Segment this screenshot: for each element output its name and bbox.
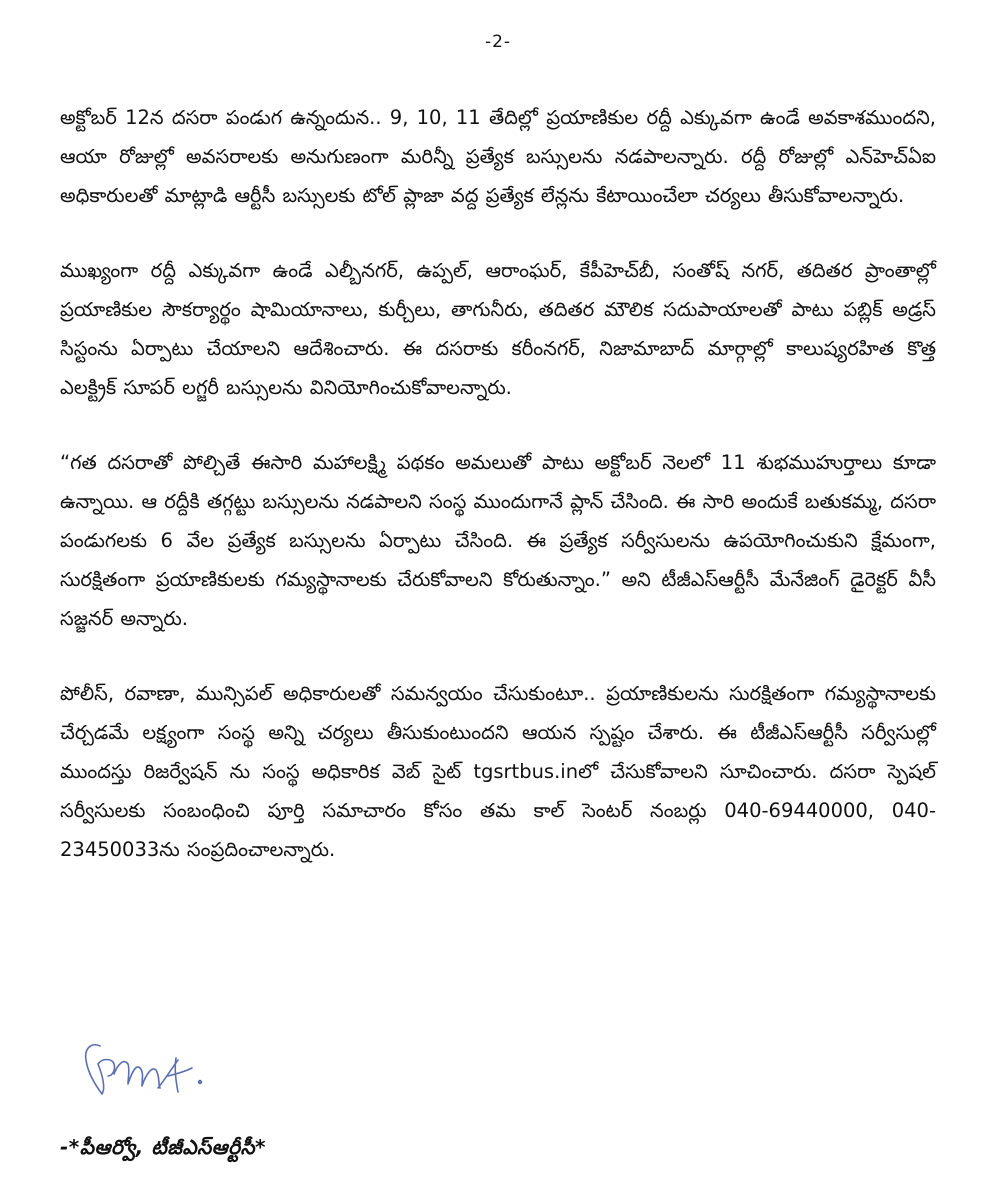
paragraph-4: పోలీస్, రవాణా, మున్సిపల్ అధికారులతో సమన్వయం చేసుకుంటూ.. ప్రయాణికులను సురక్షితంగా గమ్యస్థానాలకు చేర్చడమే లక్ష్యంగా సంస్థ అన్ని చర్యలు తీసుకుంటుందని ఆయన స్పష్టం చేశారు. ఈ టీజీఎస్ఆర్టీసీ సర్వీసుల్లో ముందస్తు రిజర్వేషన్ ను సంస్థ అధికారిక వెబ్ సైట్ tgsrtbus.inలో చేసుకోవాలని సూచించారు. దసరా స్పెషల్ సర్వీసులకు సంబంధించి పూర్తి సమాచారం కోసం తమ కాల్ సెంటర్ నంబర్లు 040-69440000, 040-23450033ను సంప్రదించాలన్నారు. [60, 682, 936, 861]
footer-signature-line: -*పీఆర్వో, టీజీఎస్ఆర్టీసీ* [60, 1135, 266, 1159]
paragraph-3: “గత దసరాతో పోల్చితే ఈసారి మహాలక్ష్మి పథకం అమలుతో పాటు అక్టోబర్ నెలలో 11 శుభముహుర్తాలు కూడా ఉన్నాయి. ఆ రద్దీకి తగ్గట్టు బస్సులను నడపాలని సంస్థ ముందుగానే ప్లాన్ చేసింది. ఈ సారి అందుకే బతుకమ్మ, దసరా పండుగలకు 6 వేల ప్రత్యేక బస్సులను ఏర్పాటు చేసింది. ఈ ప్రత్యేక సర్వీసులను ఉపయోగించుకుని క్షేమంగా, సురక్షితంగా ప్రయాణికులకు గమ్యస్థానాలకు చేరుకోవాలని కోరుతున్నాం.” అని టీజీఎస్ఆర్టీసీ మేనేజింగ్ డైరెక్టర్ వీసీ సజ్జనర్ అన్నారు. [60, 451, 936, 630]
paragraph-1: అక్టోబర్ 12న దసరా పండుగ ఉన్నందున.. 9, 10, 11 తేదిల్లో ప్రయాణికుల రద్దీ ఎక్కువగా ఉండే అవకాశముందని, ఆయా రోజుల్లో అవసరాలకు అనుగుణంగా మరిన్నీ ప్రత్యేక బస్సులను నడపాలన్నారు. రద్దీ రోజుల్లో ఎన్‌హెచ్‌ఏఐ అధికారులతో మాట్లాడి ఆర్టీసీ బస్సులకు టోల్ ప్లాజా వద్ద ప్రత్యేక లేన్లను కేటాయించేలా చర్యలు తీసుకోవాలన్నారు. [60, 106, 936, 207]
body-text [60, 98, 936, 905]
paragraph-2: ముఖ్యంగా రద్దీ ఎక్కువగా ఉండే ఎల్బీనగర్, ఉప్పల్, ఆరాంఘర్, కేపీహెచ్‌బీ, సంతోష్ నగర్, తదితర ప్రాంతాల్లో ప్రయాణికుల సౌకర్యార్థం షామియానాలు, కుర్చీలు, తాగునీరు, తదితర మౌలిక సదుపాయాలతో పాటు పబ్లిక్ అడ్రస్ సిస్టంను ఏర్పాటు చేయాలని ఆదేశించారు. ఈ దసరాకు కరీంనగర్, నిజామాబాద్ మార్గాల్లో కాలుష్యరహిత కొత్త ఎలక్ట్రిక్ సూపర్ లగ్జరీ బస్సులను వినియోగించుకోవాలన్నారు. [60, 259, 936, 399]
handwritten-signature [72, 1018, 222, 1108]
page-number: -2- [484, 32, 512, 52]
